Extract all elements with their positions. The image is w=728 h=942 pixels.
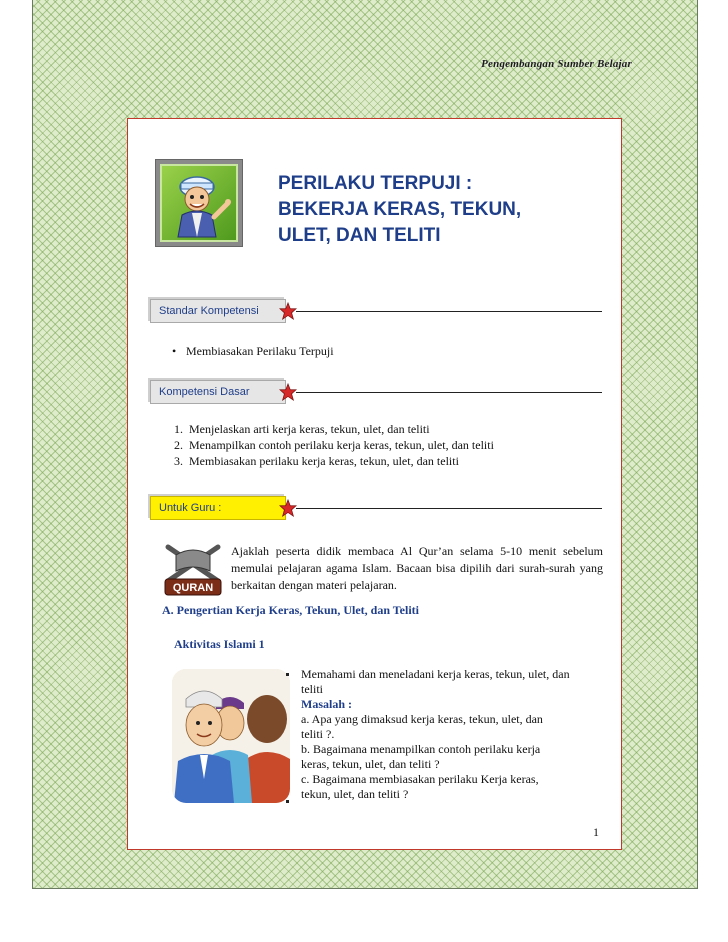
aktivitas-intro-line-2: teliti bbox=[301, 682, 323, 696]
page-number: 1 bbox=[593, 825, 599, 839]
question-b-line-1: b. Bagaimana menampilkan contoh perilaku kerja bbox=[301, 742, 541, 756]
bullet-icon: • bbox=[172, 344, 177, 358]
title-line-1: PERILAKU TERPUJI : bbox=[278, 173, 473, 194]
lesson-title bbox=[278, 171, 598, 249]
character-logo bbox=[155, 159, 243, 247]
section-divider bbox=[296, 392, 602, 393]
content-page bbox=[127, 118, 622, 850]
bullet-mark bbox=[286, 800, 289, 803]
kompetensi-dasar-tab: Kompetensi Dasar bbox=[150, 380, 286, 404]
header-title: Pengembangan Sumber Belajar bbox=[481, 58, 632, 70]
guru-paragraph: Ajaklah peserta didik membaca Al Qur’an selama 5-10 menit sebelum memulai pelajaran agama Islam. Bacaan bisa dipilih dari surah-surah yang berkaitan dengan materi pelajaran. bbox=[231, 544, 603, 592]
section-divider bbox=[296, 508, 602, 509]
bullet-mark bbox=[286, 673, 289, 676]
title-line-2: BEKERJA KERAS, TEKUN, bbox=[278, 199, 522, 220]
question-b-line-2: keras, tekun, ulet, dan teliti ? bbox=[301, 757, 440, 771]
students-image-icon bbox=[172, 669, 290, 803]
aktivitas-heading: Aktivitas Islami 1 bbox=[174, 637, 265, 651]
question-c-line-1: c. Bagaimana membiasakan perilaku Kerja keras, bbox=[301, 772, 539, 786]
question-a-line-1: a. Apa yang dimaksud kerja keras, tekun, ulet, dan bbox=[301, 712, 543, 726]
section-a-heading: A. Pengertian Kerja Keras, Tekun, Ulet, dan Teliti bbox=[162, 603, 420, 617]
standar-item: Membiasakan Perilaku Terpuji bbox=[186, 344, 334, 358]
question-a-line-2: teliti ?. bbox=[301, 727, 335, 741]
kompetensi-list bbox=[174, 421, 494, 469]
quran-logo-icon bbox=[162, 541, 224, 599]
title-line-3: ULET, DAN TELITI bbox=[278, 225, 441, 246]
standar-list bbox=[172, 344, 334, 359]
question-c-line-2: tekun, ulet, dan teliti ? bbox=[301, 787, 409, 801]
students-illustration bbox=[172, 669, 290, 803]
masalah-label: Masalah : bbox=[301, 697, 352, 711]
star-icon bbox=[279, 383, 297, 401]
star-icon bbox=[279, 499, 297, 517]
list-item: 2. Menampilkan contoh perilaku kerja keras, tekun, ulet, dan teliti bbox=[174, 438, 494, 452]
star-icon bbox=[279, 302, 297, 320]
teacher-character-icon bbox=[164, 167, 234, 239]
list-item: 1. Menjelaskan arti kerja keras, tekun, ulet, dan teliti bbox=[174, 422, 430, 436]
section-divider bbox=[296, 311, 602, 312]
standar-kompetensi-tab: Standar Kompetensi bbox=[150, 299, 286, 323]
aktivitas-intro-line-1: Memahami dan meneladani kerja keras, tekun, ulet, dan bbox=[301, 667, 570, 681]
list-item: 3. Membiasakan perilaku kerja keras, tekun, ulet, dan teliti bbox=[174, 454, 459, 468]
quran-logo-text: QURAN bbox=[172, 582, 214, 594]
aktivitas-text bbox=[301, 667, 606, 802]
untuk-guru-tab: Untuk Guru : bbox=[150, 496, 286, 520]
